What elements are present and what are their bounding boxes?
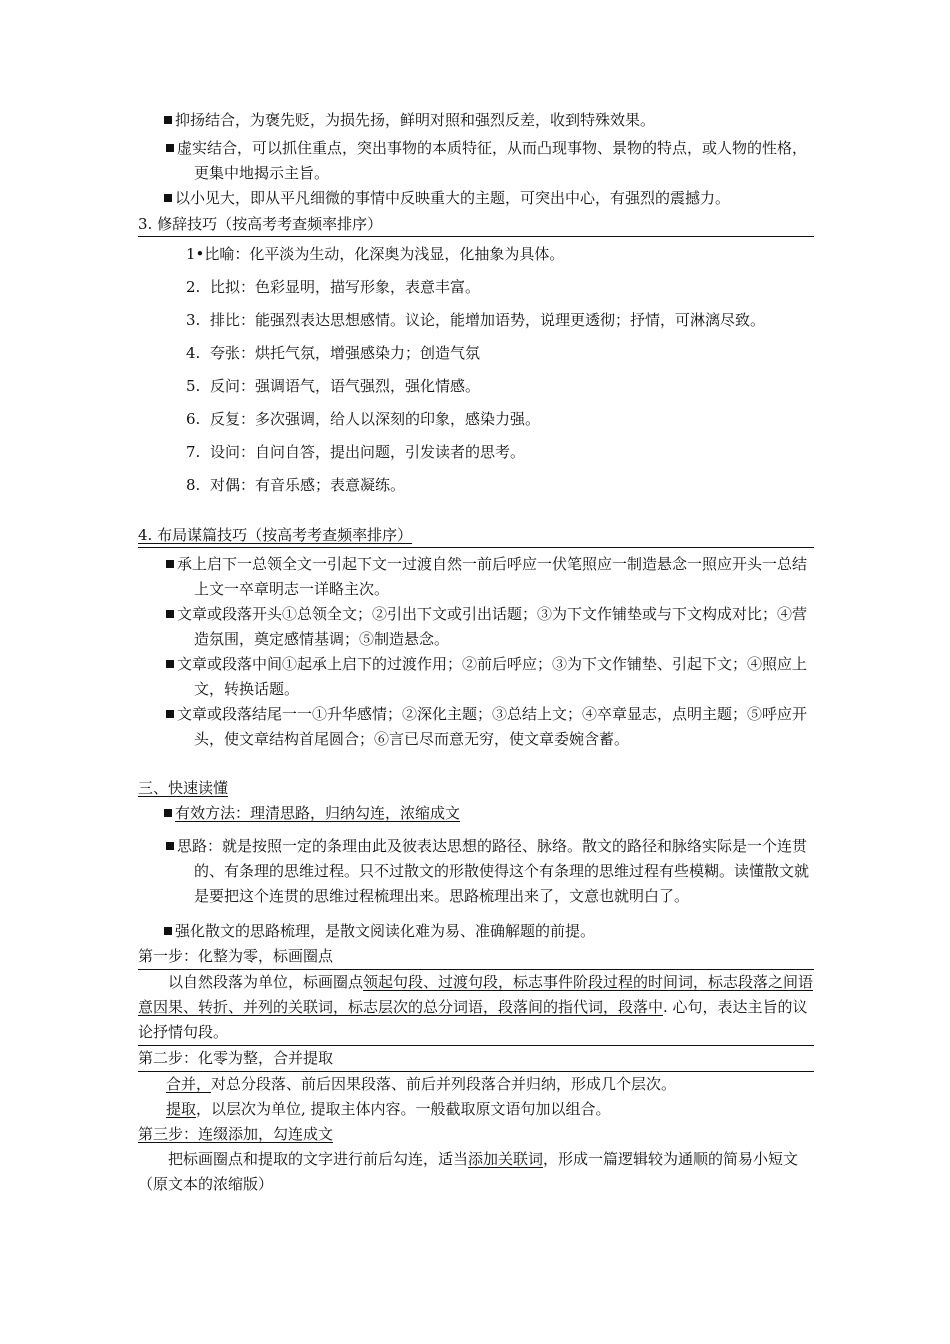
square-bullet-icon — [164, 116, 172, 124]
rhetoric-item: 3. 排比：能强烈表达思想感情。议论，能增加语势，说理更透彻；抒情，可淋漓尽致。 — [186, 311, 766, 329]
section-heading-layout: 4. 布局谋篇技巧（按高考考查频率排序） — [138, 524, 814, 548]
layout-item: 承上启下一总领全文一引起下文一过渡自然一前后呼应一伏笔照应一制造悬念一照应开头一总结上文一卒章明志一详略主次。 — [138, 552, 814, 602]
square-bullet-icon — [166, 560, 174, 568]
layout-item: 文章或段落结尾一一①升华感情；②深化主题；③总结上文；④卒章显志，点明主题；⑤呼应开头，使文章结构首尾圆合；⑥言已尽而意无穷，使文章委婉含蓄。 — [138, 702, 814, 752]
technique-item: 虚实结合，可以抓住重点，突出事物的本质特征，从而凸现事物、景物的特点，或人物的性格，更集中地揭示主旨。 — [138, 136, 814, 186]
step3-paragraph: 把标画圈点和提取的文字进行前后勾连，适当添加关联词，形成一篇逻辑较为通顺的简易小短文（原文本的浓缩版） — [138, 1150, 799, 1193]
document-page — [138, 108, 814, 1197]
rhetoric-item: 6. 反复：多次强调，给人以深刻的印象，感染力强。 — [186, 410, 541, 428]
technique-item: 抑扬结合，为褒先贬，为损先扬，鲜明对照和强烈反差，收到特殊效果。 — [138, 108, 814, 133]
step1-paragraph: 以自然段落为单位，标画圈点领起句段、过渡句段，标志事件阶段过程的时间词，标志段落之间语意因果、转折、并列的关联词，标志层次的总分词语，段落间的指代词，段落中. 心句，表达主旨的议论抒情句段。 — [138, 970, 814, 1046]
rhetoric-item: 4. 夸张：烘托气氛，增强感染力；创造气氛 — [186, 344, 481, 362]
part-heading-quick-read: 三、快速读懂 — [138, 779, 229, 797]
silu-item: 思路：就是按照一定的条理由此及彼表达思想的路径、脉络。散文的路径和脉络实际是一个连贯的、有条理的思维过程。只不过散文的形散使得这个有条理的思维过程有些模糊。读懂散文就是要把这个连贯的思维过程梳理出来。思路梳理出来了，文意也就明白了。 — [138, 834, 814, 909]
rhetoric-item: 2. 比拟：色彩显明，描写形象，表意丰富。 — [186, 278, 481, 296]
step2-extract: 提取，以层次为单位, 提取主体内容。一般截取原文语句加以组合。 — [166, 1100, 611, 1118]
premise-item: 强化散文的思路梳理，是散文阅读化难为易、准确解题的前提。 — [138, 919, 814, 944]
square-bullet-icon — [166, 660, 174, 668]
step2-heading: 第二步：化零为整，合并提取 — [138, 1046, 814, 1072]
square-bullet-icon — [164, 927, 172, 935]
rhetoric-item: 1•比喻：化平淡为生动，化深奥为浅显，化抽象为具体。 — [186, 245, 565, 263]
method-item: 有效方法：理清思路，归纳勾连，浓缩成文 — [138, 801, 814, 826]
step2-merge: 合并，对总分段落、前后因果段落、前后并列段落合并归纳，形成几个层次。 — [166, 1075, 677, 1093]
layout-item: 文章或段落中间①起承上启下的过渡作用；②前后呼应；③为下文作铺垫、引起下文；④照应上文，转换话题。 — [138, 652, 814, 702]
layout-item: 文章或段落开头①总领全文；②引出下文或引出话题；③为下文作铺垫或与下文构成对比；④营造氛围，奠定感情基调；⑤制造悬念。 — [138, 602, 814, 652]
rhetoric-item: 8. 对偶：有音乐感；表意凝练。 — [186, 476, 406, 494]
square-bullet-icon — [164, 809, 172, 817]
rhetoric-item: 5. 反问：强调语气，语气强烈，强化情感。 — [186, 377, 481, 395]
square-bullet-icon — [166, 710, 174, 718]
step3-heading: 第三步：连缀添加，勾连成文 — [138, 1125, 334, 1143]
technique-item: 以小见大，即从平凡细微的事情中反映重大的主题，可突出中心，有强烈的震撼力。 — [138, 186, 814, 211]
square-bullet-icon — [166, 610, 174, 618]
step1-heading: 第一步：化整为零，标画圈点 — [138, 944, 814, 970]
square-bullet-icon — [164, 194, 172, 202]
square-bullet-icon — [166, 144, 174, 152]
square-bullet-icon — [166, 842, 174, 850]
rhetoric-item: 7. 设问：自问自答，提出问题，引发读者的思考。 — [186, 443, 526, 461]
section-heading-rhetoric: 3. 修辞技巧（按高考考查频率排序） — [138, 213, 814, 237]
